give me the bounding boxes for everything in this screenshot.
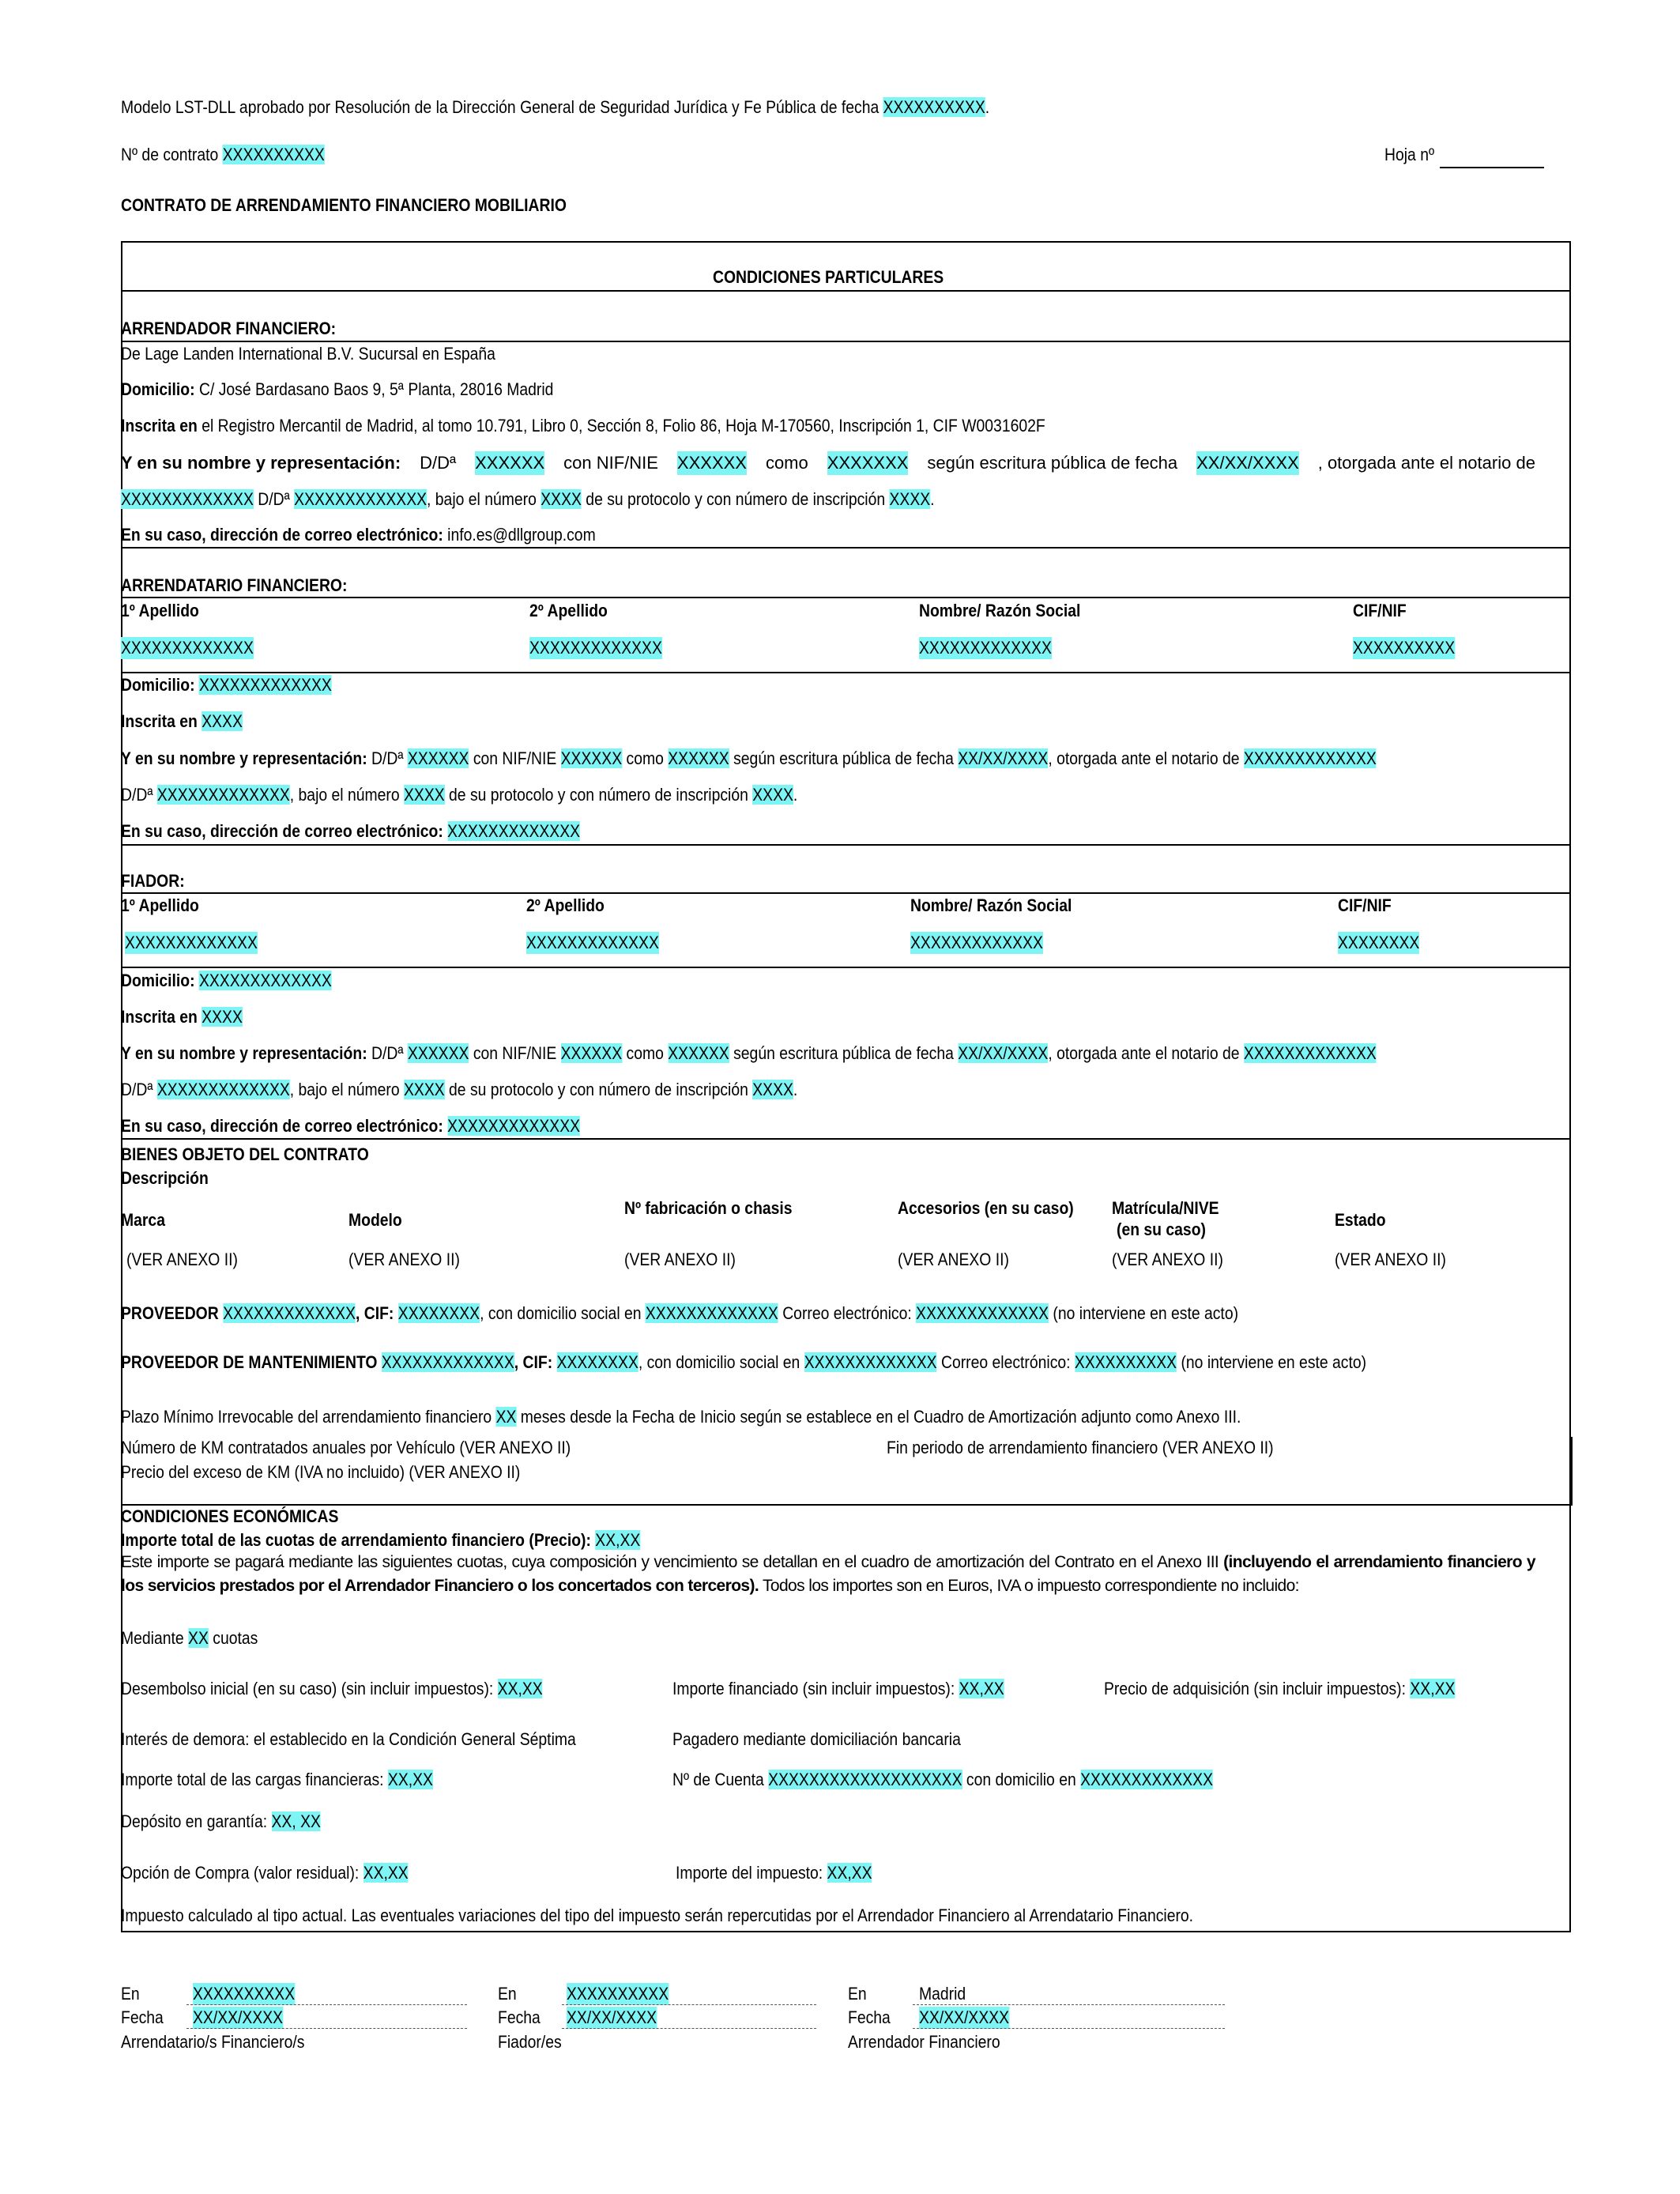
demora-line: Interés de demora: el establecido en la Condición General Séptima [121,1729,576,1749]
bienes-value: (VER ANEXO II) [348,1250,460,1269]
divider [121,967,1571,968]
bienes-value: (VER ANEXO II) [1112,1250,1223,1269]
sig-fecha-value: XX/XX/XXXX [567,2007,657,2027]
particulares-title: CONDICIONES PARTICULARES [713,267,944,287]
sig-fecha-label: Fecha [498,2007,541,2027]
fiador-heading: FIADOR: [121,871,185,891]
fiador-col3: Nombre/ Razón Social [910,895,1072,915]
signature-line [562,2004,816,2005]
sig-en-label: En [121,1984,140,2004]
page-number-label: Hoja nº [1384,145,1435,164]
arrendatario-val4: XXXXXXXXXX [1353,638,1456,658]
plazo-line: Plazo Mínimo Irrevocable del arrendamiento financiero XX meses desde la Fecha de Inicio según se establece en el Cuadro de Amortización adjunto como Anexo III. [121,1407,1241,1427]
fiador-representacion: Y en su nombre y representación: D/Dª XXXXXX con NIF/NIE XXXXXX como XXXXXX según escritura pública de fecha XX/XX/XXXX, otorgada ante el notario de XXXXXXXXXXXXX [121,1043,1377,1063]
arrendatario-representacion-2: D/Dª XXXXXXXXXXXXX, bajo el número XXXX de su protocolo y con número de inscripción XXXX. [121,785,798,805]
bienes-heading: BIENES OBJETO DEL CONTRATO [121,1144,369,1164]
cargas-line: Importe total de las cargas financieras: XX,XX [121,1770,433,1789]
financiado-line: Importe financiado (sin incluir impuestos): XX,XX [672,1679,1004,1698]
arrendatario-val3: XXXXXXXXXXXXX [919,638,1052,658]
fiador-col4: CIF/NIF [1338,895,1392,915]
arrendatario-val2: XXXXXXXXXXXXX [529,638,662,658]
sig-en-label: En [498,1984,517,2004]
economicas-heading: CONDICIONES ECONÓMICAS [121,1506,339,1526]
signature-line [913,2028,1225,2029]
sig-fecha-label: Fecha [121,2007,164,2027]
fiador-val2: XXXXXXXXXXXXX [526,933,659,952]
signature-line [913,2004,1225,2005]
sig-en-value: Madrid [919,1984,966,2004]
sig-en-value: XXXXXXXXXX [193,1984,296,2004]
arrendador-email: En su caso, dirección de correo electrónico: info.es@dllgroup.com [121,525,596,545]
signature-line [186,2004,467,2005]
arrendador-heading: ARRENDADOR FINANCIERO: [121,319,337,338]
sig-role: Arrendatario/s Financiero/s [121,2032,305,2052]
arrendador-representacion: Y en su nombre y representación: D/Dª XXXXXX con NIF/NIE XXXXXX como XXXXXXX según escritura pública de fecha XX/XX/XXXX , otorgada ante el notario de XXXXXXXXXXXXX D/Dª XXXXXXXXXXXXX, bajo el número XXXX de su protocolo y con número de inscripción XXXX. [121,453,1535,509]
divider [121,892,1571,894]
divider [121,341,1571,342]
cuenta-line: Nº de Cuenta XXXXXXXXXXXXXXXXXXX con domicilio en XXXXXXXXXXXXX [672,1770,1213,1789]
desembolso-line: Desembolso inicial (en su caso) (sin incluir impuestos): XX,XX [121,1679,543,1698]
arrendatario-domicilio: Domicilio: XXXXXXXXXXXXX [121,675,332,695]
bienes-value: (VER ANEXO II) [898,1250,1009,1269]
bienes-descripcion: Descripción [121,1168,209,1188]
sig-fecha-value: XX/XX/XXXX [919,2007,1010,2027]
divider [121,547,1571,548]
page-number-blank [1440,167,1544,168]
arrendatario-inscrita: Inscrita en XXXX [121,711,243,731]
sig-en-value: XXXXXXXXXX [567,1984,669,2004]
exceso-km-line: Precio del exceso de KM (IVA no incluido) (VER ANEXO II) [121,1462,521,1482]
arrendatario-val1: XXXXXXXXXXXXX [121,638,254,658]
sig-role: Fiador/es [498,2032,562,2052]
proveedor-line: PROVEEDOR XXXXXXXXXXXXX, CIF: XXXXXXXX, con domicilio social en XXXXXXXXXXXXX Correo electrónico: XXXXXXXXXXXXX (no interviene en este acto) [121,1303,1239,1323]
sig-en-label: En [848,1984,867,2004]
fiador-val3: XXXXXXXXXXXXX [910,933,1043,952]
fiador-domicilio: Domicilio: XXXXXXXXXXXXX [121,971,332,990]
fiador-val4: XXXXXXXX [1338,933,1420,952]
sig-role: Arrendador Financiero [848,2032,1000,2052]
bienes-header-modelo: Modelo [348,1210,402,1230]
arrendador-domicilio: Domicilio: C/ José Bardasano Baos 9, 5ª Planta, 28016 Madrid [121,379,554,399]
bienes-header-estado: Estado [1335,1210,1386,1230]
fiador-email: En su caso, dirección de correo electrónico: XXXXXXXXXXXXX [121,1116,581,1136]
arrendatario-col4: CIF/NIF [1353,601,1407,620]
contract-number-line: Nº de contrato XXXXXXXXXX [121,145,325,164]
signature-line [186,2028,467,2029]
arrendatario-col2: 2º Apellido [529,601,608,620]
pagadero-line: Pagadero mediante domiciliación bancaria [672,1729,961,1749]
page-title: CONTRATO DE ARRENDAMIENTO FINANCIERO MOBILIARIO [121,195,567,215]
arrendatario-email: En su caso, dirección de correo electrónico: XXXXXXXXXXXXX [121,821,581,841]
impuesto-line: Importe del impuesto: XX,XX [676,1863,872,1883]
fiador-col2: 2º Apellido [526,895,605,915]
divider [121,290,1571,292]
adquisicion-line: Precio de adquisición (sin incluir impuestos): XX,XX [1104,1679,1456,1698]
sig-fecha-value: XX/XX/XXXX [193,2007,284,2027]
bienes-header-marca: Marca [121,1210,165,1230]
divider [1571,1437,1573,1505]
impuesto-note: Impuesto calculado al tipo actual. Las eventuales variaciones del tipo del impuesto serán repercutidas por el Arrendador Financiero al Arrendatario Financiero. [121,1906,1194,1925]
bienes-value: (VER ANEXO II) [126,1250,238,1269]
contract-number: XXXXXXXXXX [222,145,325,164]
bienes-value: (VER ANEXO II) [1335,1250,1446,1269]
divider [121,672,1571,673]
opcion-compra-line: Opción de Compra (valor residual): XX,XX [121,1863,409,1883]
divider [121,844,1571,846]
divider [121,1138,1571,1140]
bienes-value: (VER ANEXO II) [624,1250,736,1269]
fiador-representacion-2: D/Dª XXXXXXXXXXXXX, bajo el número XXXX de su protocolo y con número de inscripción XXXX. [121,1080,798,1099]
model-date: XXXXXXXXXX [883,97,985,117]
km-line: Número de KM contratados anuales por Vehículo (VER ANEXO II) [121,1438,571,1457]
fin-periodo-line: Fin periodo de arrendamiento financiero (VER ANEXO II) [887,1438,1274,1457]
bienes-header-accesorios: Accesorios (en su caso) [898,1198,1074,1218]
model-line: Modelo LST-DLL aprobado por Resolución de la Dirección General de Seguridad Jurídica y Fe Pública de fecha XXXXXXXXXX. [121,97,990,117]
deposito-line: Depósito en garantía: XX, XX [121,1811,321,1831]
fiador-col1: 1º Apellido [121,895,199,915]
economicas-paragraph: Este importe se pagará mediante las siguientes cuotas, cuya composición y vencimiento se detallan en el cuadro de amortización del Contrato en el Anexo III (incluyendo el arrendamiento financiero y los servicios prestados por el Arrendador Financiero o los concertados con terceros). Todos los importes son en Euros, IVA o impuesto correspondiente no incluido: [121,1553,1535,1595]
signature-line [562,2028,816,2029]
fiador-inscrita: Inscrita en XXXX [121,1007,243,1027]
arrendatario-col1: 1º Apellido [121,601,199,620]
arrendador-name: De Lage Landen International B.V. Sucursal en España [121,344,495,364]
fiador-val1: XXXXXXXXXXXXX [125,933,258,952]
sig-fecha-label: Fecha [848,2007,891,2027]
mantenimiento-line: PROVEEDOR DE MANTENIMIENTO XXXXXXXXXXXXX, CIF: XXXXXXXX, con domicilio social en XXXXXXXXXXXXX Correo electrónico: XXXXXXXXXX (no interviene en este acto) [121,1352,1367,1372]
bienes-header-chasis: Nº fabricación o chasis [624,1198,793,1218]
bienes-header-matricula: Matrícula/NIVE [1112,1198,1219,1218]
divider [121,597,1571,598]
arrendatario-heading: ARRENDATARIO FINANCIERO: [121,575,348,595]
cuotas-line: Mediante XX cuotas [121,1628,258,1648]
arrendatario-col3: Nombre/ Razón Social [919,601,1081,620]
arrendador-inscrita: Inscrita en el Registro Mercantil de Madrid, al tomo 10.791, Libro 0, Sección 8, Folio 86, Hoja M-170560, Inscripción 1, CIF W0031602F [121,416,1045,435]
importe-total-line: Importe total de las cuotas de arrendamiento financiero (Precio): XX,XX [121,1530,641,1550]
bienes-header-matricula-2: (en su caso) [1117,1220,1206,1239]
arrendatario-representacion: Y en su nombre y representación: D/Dª XXXXXX con NIF/NIE XXXXXX como XXXXXX según escritura pública de fecha XX/XX/XXXX, otorgada ante el notario de XXXXXXXXXXXXX [121,748,1377,768]
